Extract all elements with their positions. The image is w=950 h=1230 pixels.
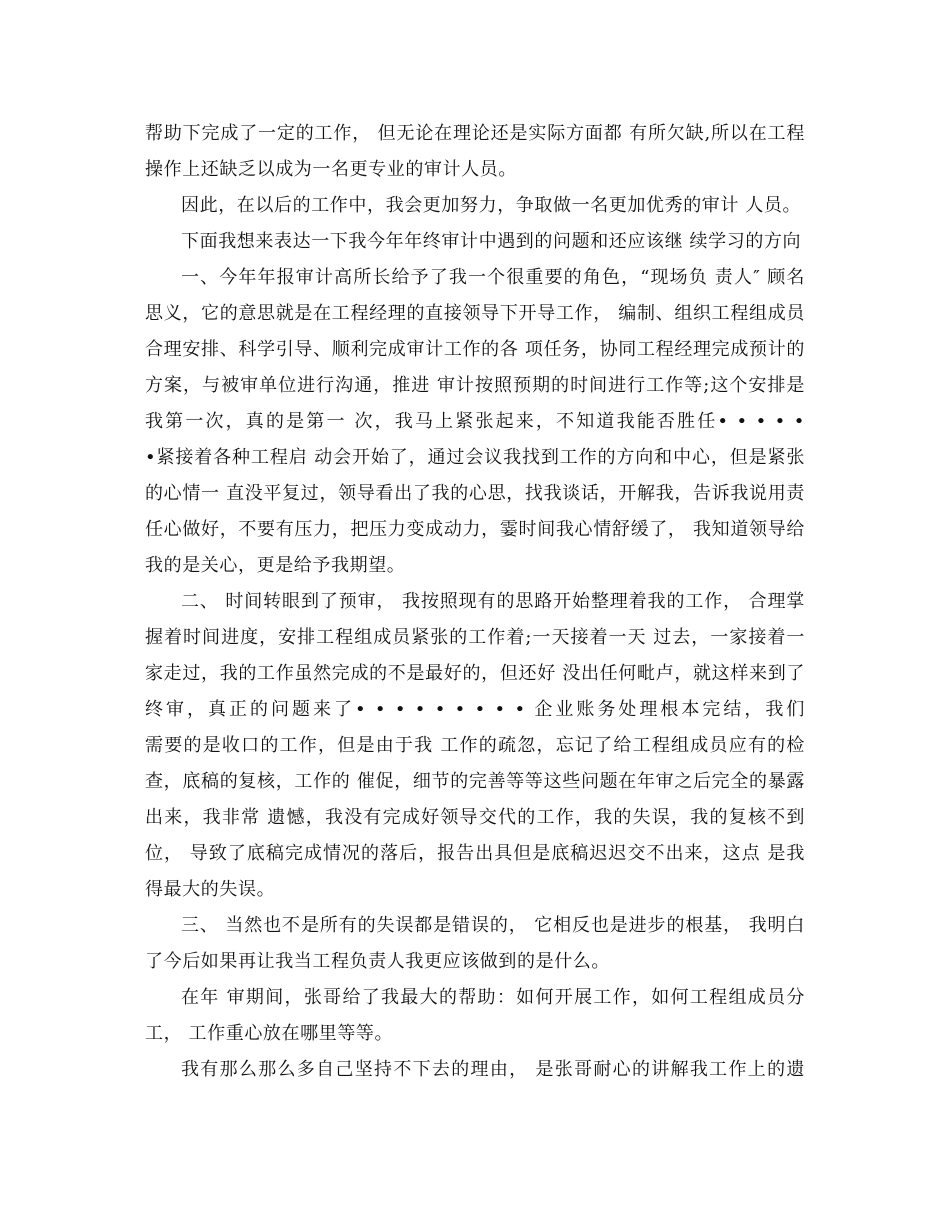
text-line: 家走过，我的工作虽然完成的不是最好的，但还好 没出任何毗卢，就这样来到了 [145,663,805,684]
text-line: •紧接着各种工程启 动会开始了，通过会议我找到工作的方向和中心，但是紧张 [145,447,805,468]
text-line: 操作上还缺乏以成为一名更专业的审计人员。 [145,159,517,180]
text-line: 三、 当然也不是所有的失误都是错误的， 它相反也是进步的根基， 我明白 [181,915,805,936]
text-line: 需要的是收口的工作，但是由于我 工作的疏忽，忘记了给工程组成员应有的检 [145,735,805,756]
text-line: 工， 工作重心放在哪里等等。 [145,1023,394,1044]
text-line: 在年 审期间，张哥给了我最大的帮助：如何开展工作，如何工程组成员分 [181,987,805,1008]
text-line: 思义，它的意思就是在工程经理的直接领导下开导工作， 编制、组织工程组成员 [145,303,805,324]
text-line: 得最大的失误。 [145,879,276,900]
text-line: 帮助下完成了一定的工作， 但无论在理论还是实际方面都 有所欠缺,所以在工程 [145,123,805,144]
text-line: 任心做好，不要有压力，把压力变成动力，霎时间我心情舒缓了， 我知道领导给 [145,519,805,540]
text-line: 我有那么那么多自己坚持不下去的理由， 是张哥耐心的讲解我工作上的遗 [181,1059,805,1080]
text-line: 我的是关心，更是给予我期望。 [145,555,406,576]
text-line: 一、今年年报审计高所长给予了我一个很重要的角色，“现场负 责人″ 顾名 [181,267,805,288]
text-line: 终审，真正的问题来了• • • • • • • • • 企业账务处理根本完结，我们 [145,699,805,720]
text-line: 二、 时间转眼到了预审， 我按照现有的思路开始整理着我的工作， 合理掌 [181,591,805,612]
text-line: 因此，在以后的工作中，我会更加努力，争取做一名更加优秀的审计 人员。 [181,195,802,216]
text-line: 查，底稿的复核，工作的 催促，细节的完善等等这些问题在年审之后完全的暴露 [145,771,805,792]
text-line: 位， 导致了底稿完成情况的落后，报告出具但是底稿迟迟交不出来，这点 是我 [145,843,805,864]
text-line: 我第一次，真的是第一 次，我马上紧张起来，不知道我能否胜任• • • • • [145,411,805,432]
text-line: 了今后如果再让我当工程负责人我更应该做到的是什么。 [145,951,610,972]
text-line: 握着时间进度，安排工程组成员紧张的工作着;一天接着一天 过去，一家接着一 [145,627,805,648]
document-body [145,116,805,1088]
text-line: 的心情一 直没平复过，领导看出了我的心思，找我谈话，开解我，告诉我说用责 [145,483,805,504]
text-line: 合理安排、科学引导、顺利完成审计工作的各 项任务，协同工程经理完成预计的 [145,339,805,360]
text-line: 下面我想来表达一下我今年年终审计中遇到的问题和还应该继 续学习的方向 [181,231,802,252]
text-line: 出来，我非常 遗憾，我没有完成好领导交代的工作，我的失误，我的复核不到 [145,807,805,828]
text-line: 方案，与被审单位进行沟通，推进 审计按照预期的时间进行工作等;这个安排是 [145,375,805,396]
